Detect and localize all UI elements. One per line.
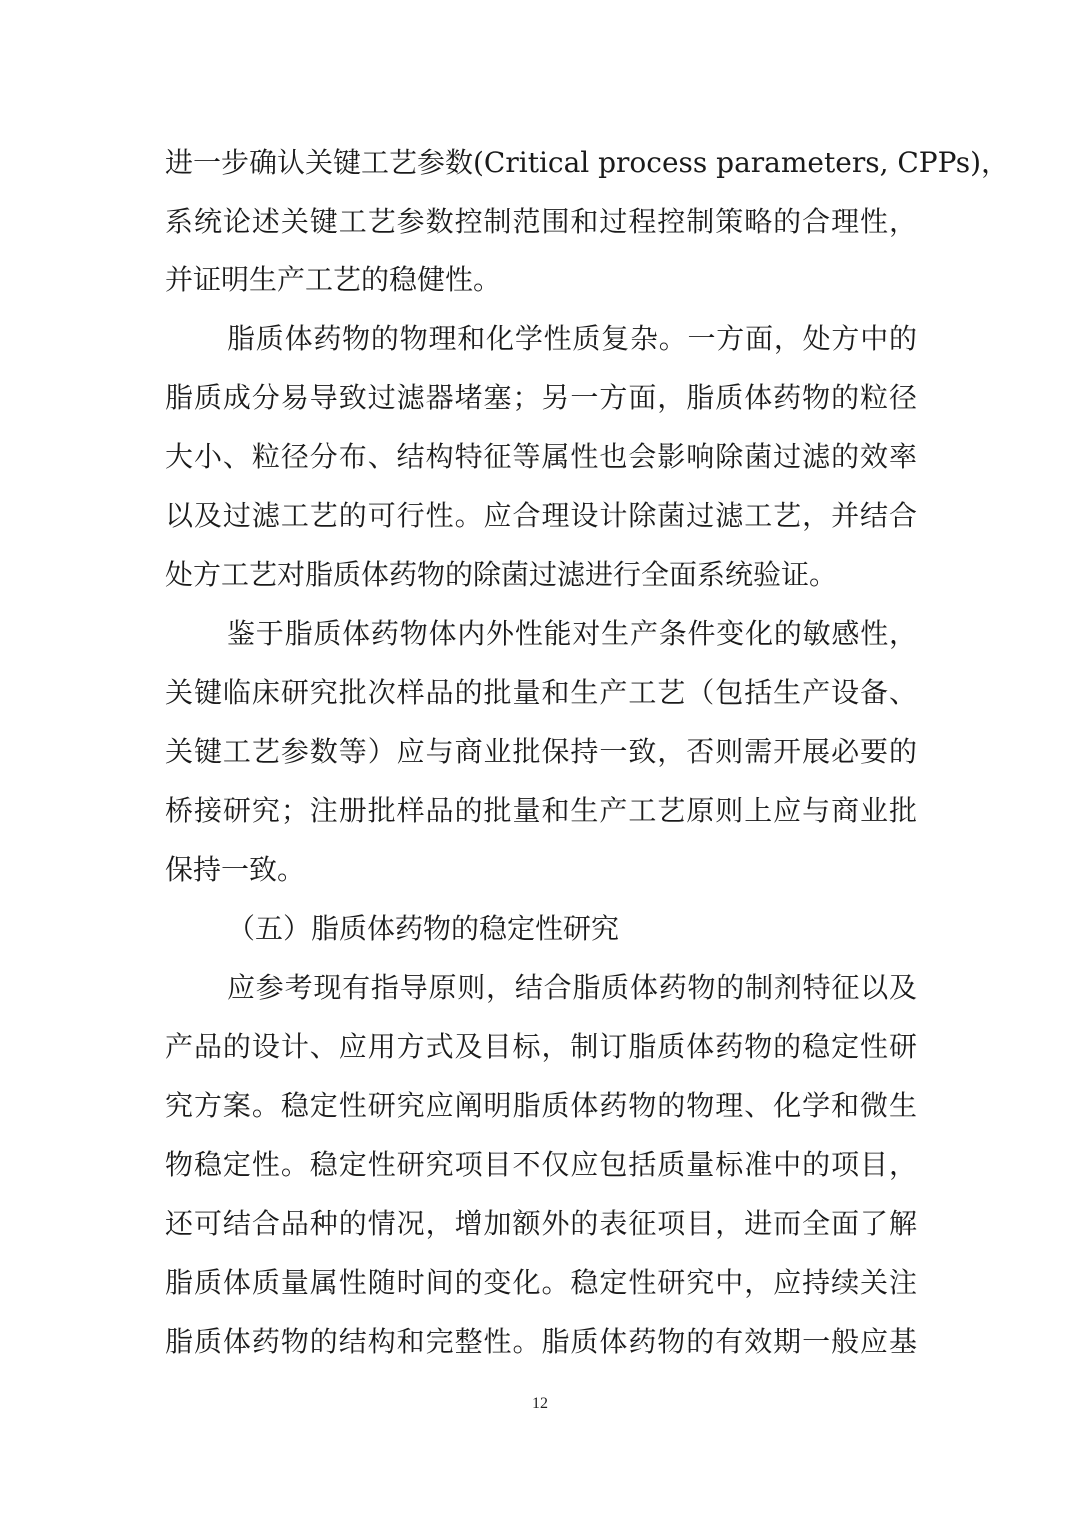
text-line-10: 关键临床研究批次样品的批量和生产工艺（包括生产设备、: [165, 676, 917, 709]
text-line-3: 并证明生产工艺的稳健性。: [165, 263, 502, 296]
text-line-15: 应参考现有指导原则，结合脂质体药物的制剂特征以及: [227, 971, 917, 1004]
text-line-6: 大小、粒径分布、结构特征等属性也会影响除菌过滤的效率: [165, 440, 917, 473]
text-line-13: 保持一致。: [165, 853, 306, 886]
text-line-1: 进一步确认关键工艺参数(Critical process parameters, CPPs)，: [165, 146, 1010, 179]
text-line-9: 鉴于脂质体药物体内外性能对生产条件变化的敏感性，: [227, 617, 917, 650]
text-line-21: 脂质体药物的结构和完整性。脂质体药物的有效期一般应基: [165, 1325, 917, 1358]
text-line-20: 脂质体质量属性随时间的变化。稳定性研究中，应持续关注: [165, 1266, 917, 1299]
text-line-4: 脂质体药物的物理和化学性质复杂。一方面，处方中的: [227, 322, 917, 355]
text-line-8: 处方工艺对脂质体药物的除菌过滤进行全面系统验证。: [165, 558, 838, 591]
page-number: 12: [532, 1395, 548, 1412]
text-line-17: 究方案。稳定性研究应阐明脂质体药物的物理、化学和微生: [165, 1089, 917, 1122]
text-line-18: 物稳定性。稳定性研究项目不仅应包括质量标准中的项目，: [165, 1148, 917, 1181]
section-heading: （五）脂质体药物的稳定性研究: [227, 912, 620, 945]
text-line-7: 以及过滤工艺的可行性。应合理设计除菌过滤工艺，并结合: [165, 499, 917, 532]
text-line-11: 关键工艺参数等）应与商业批保持一致，否则需开展必要的: [165, 735, 917, 768]
text-line-16: 产品的设计、应用方式及目标，制订脂质体药物的稳定性研: [165, 1030, 917, 1063]
text-line-2: 系统论述关键工艺参数控制范围和过程控制策略的合理性，: [165, 205, 917, 238]
text-line-5: 脂质成分易导致过滤器堵塞；另一方面，脂质体药物的粒径: [165, 381, 917, 414]
text-line-12: 桥接研究；注册批样品的批量和生产工艺原则上应与商业批: [165, 794, 917, 827]
text-line-19: 还可结合品种的情况，增加额外的表征项目，进而全面了解: [165, 1207, 917, 1240]
